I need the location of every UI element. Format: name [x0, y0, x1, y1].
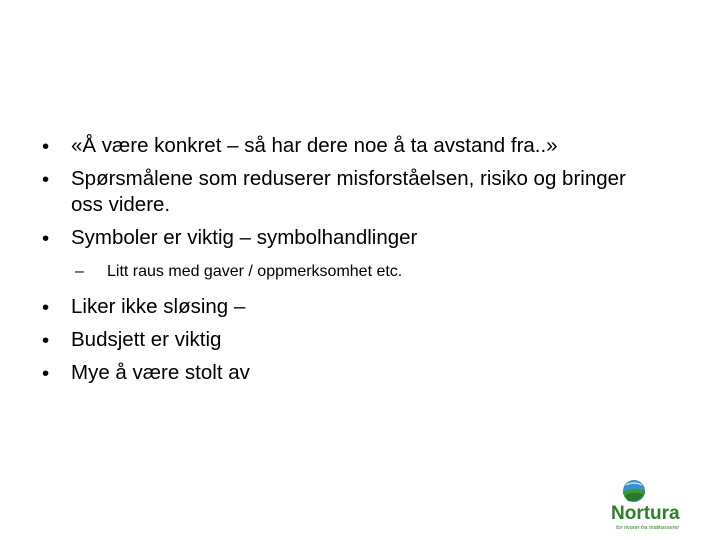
- logo-tagline: for rivarer fra matkasserer: [616, 525, 680, 531]
- bullet-text: Symboler er viktig – symbolhandlinger: [71, 226, 418, 249]
- bullet-marker: •: [42, 135, 50, 158]
- bullet-item: [42, 163, 682, 222]
- bullet-marker: •: [42, 227, 50, 250]
- bullet-text: Budsjett er viktig: [71, 328, 222, 351]
- bullet-marker: •: [42, 329, 50, 352]
- bullet-text: «Å være konkret – så har dere noe å ta avstand fra..»: [71, 134, 558, 157]
- bullet-item: [42, 222, 682, 255]
- bullet-text: Liker ikke sløsing –: [71, 295, 246, 318]
- bullet-marker: •: [42, 168, 50, 191]
- globe-icon: [623, 480, 645, 502]
- sub-bullet-marker: –: [75, 263, 84, 280]
- bullet-list: [42, 130, 682, 390]
- bullet-item: [42, 357, 682, 390]
- bullet-text: Spørsmålene som reduserer misforståelsen, risiko og bringer oss videre.: [71, 167, 626, 216]
- bullet-item: [42, 291, 682, 324]
- bullet-text: Mye å være stolt av: [71, 361, 250, 384]
- bullet-item: [42, 130, 682, 163]
- bullet-marker: •: [42, 296, 50, 319]
- sub-bullet-text: Litt raus med gaver / oppmerksomhet etc.: [107, 263, 403, 280]
- sub-bullet-item: [42, 259, 682, 285]
- logo-wordmark: Nortura: [611, 503, 680, 524]
- bullet-item: [42, 324, 682, 357]
- nortura-logo: [608, 476, 700, 532]
- bullet-marker: •: [42, 362, 50, 385]
